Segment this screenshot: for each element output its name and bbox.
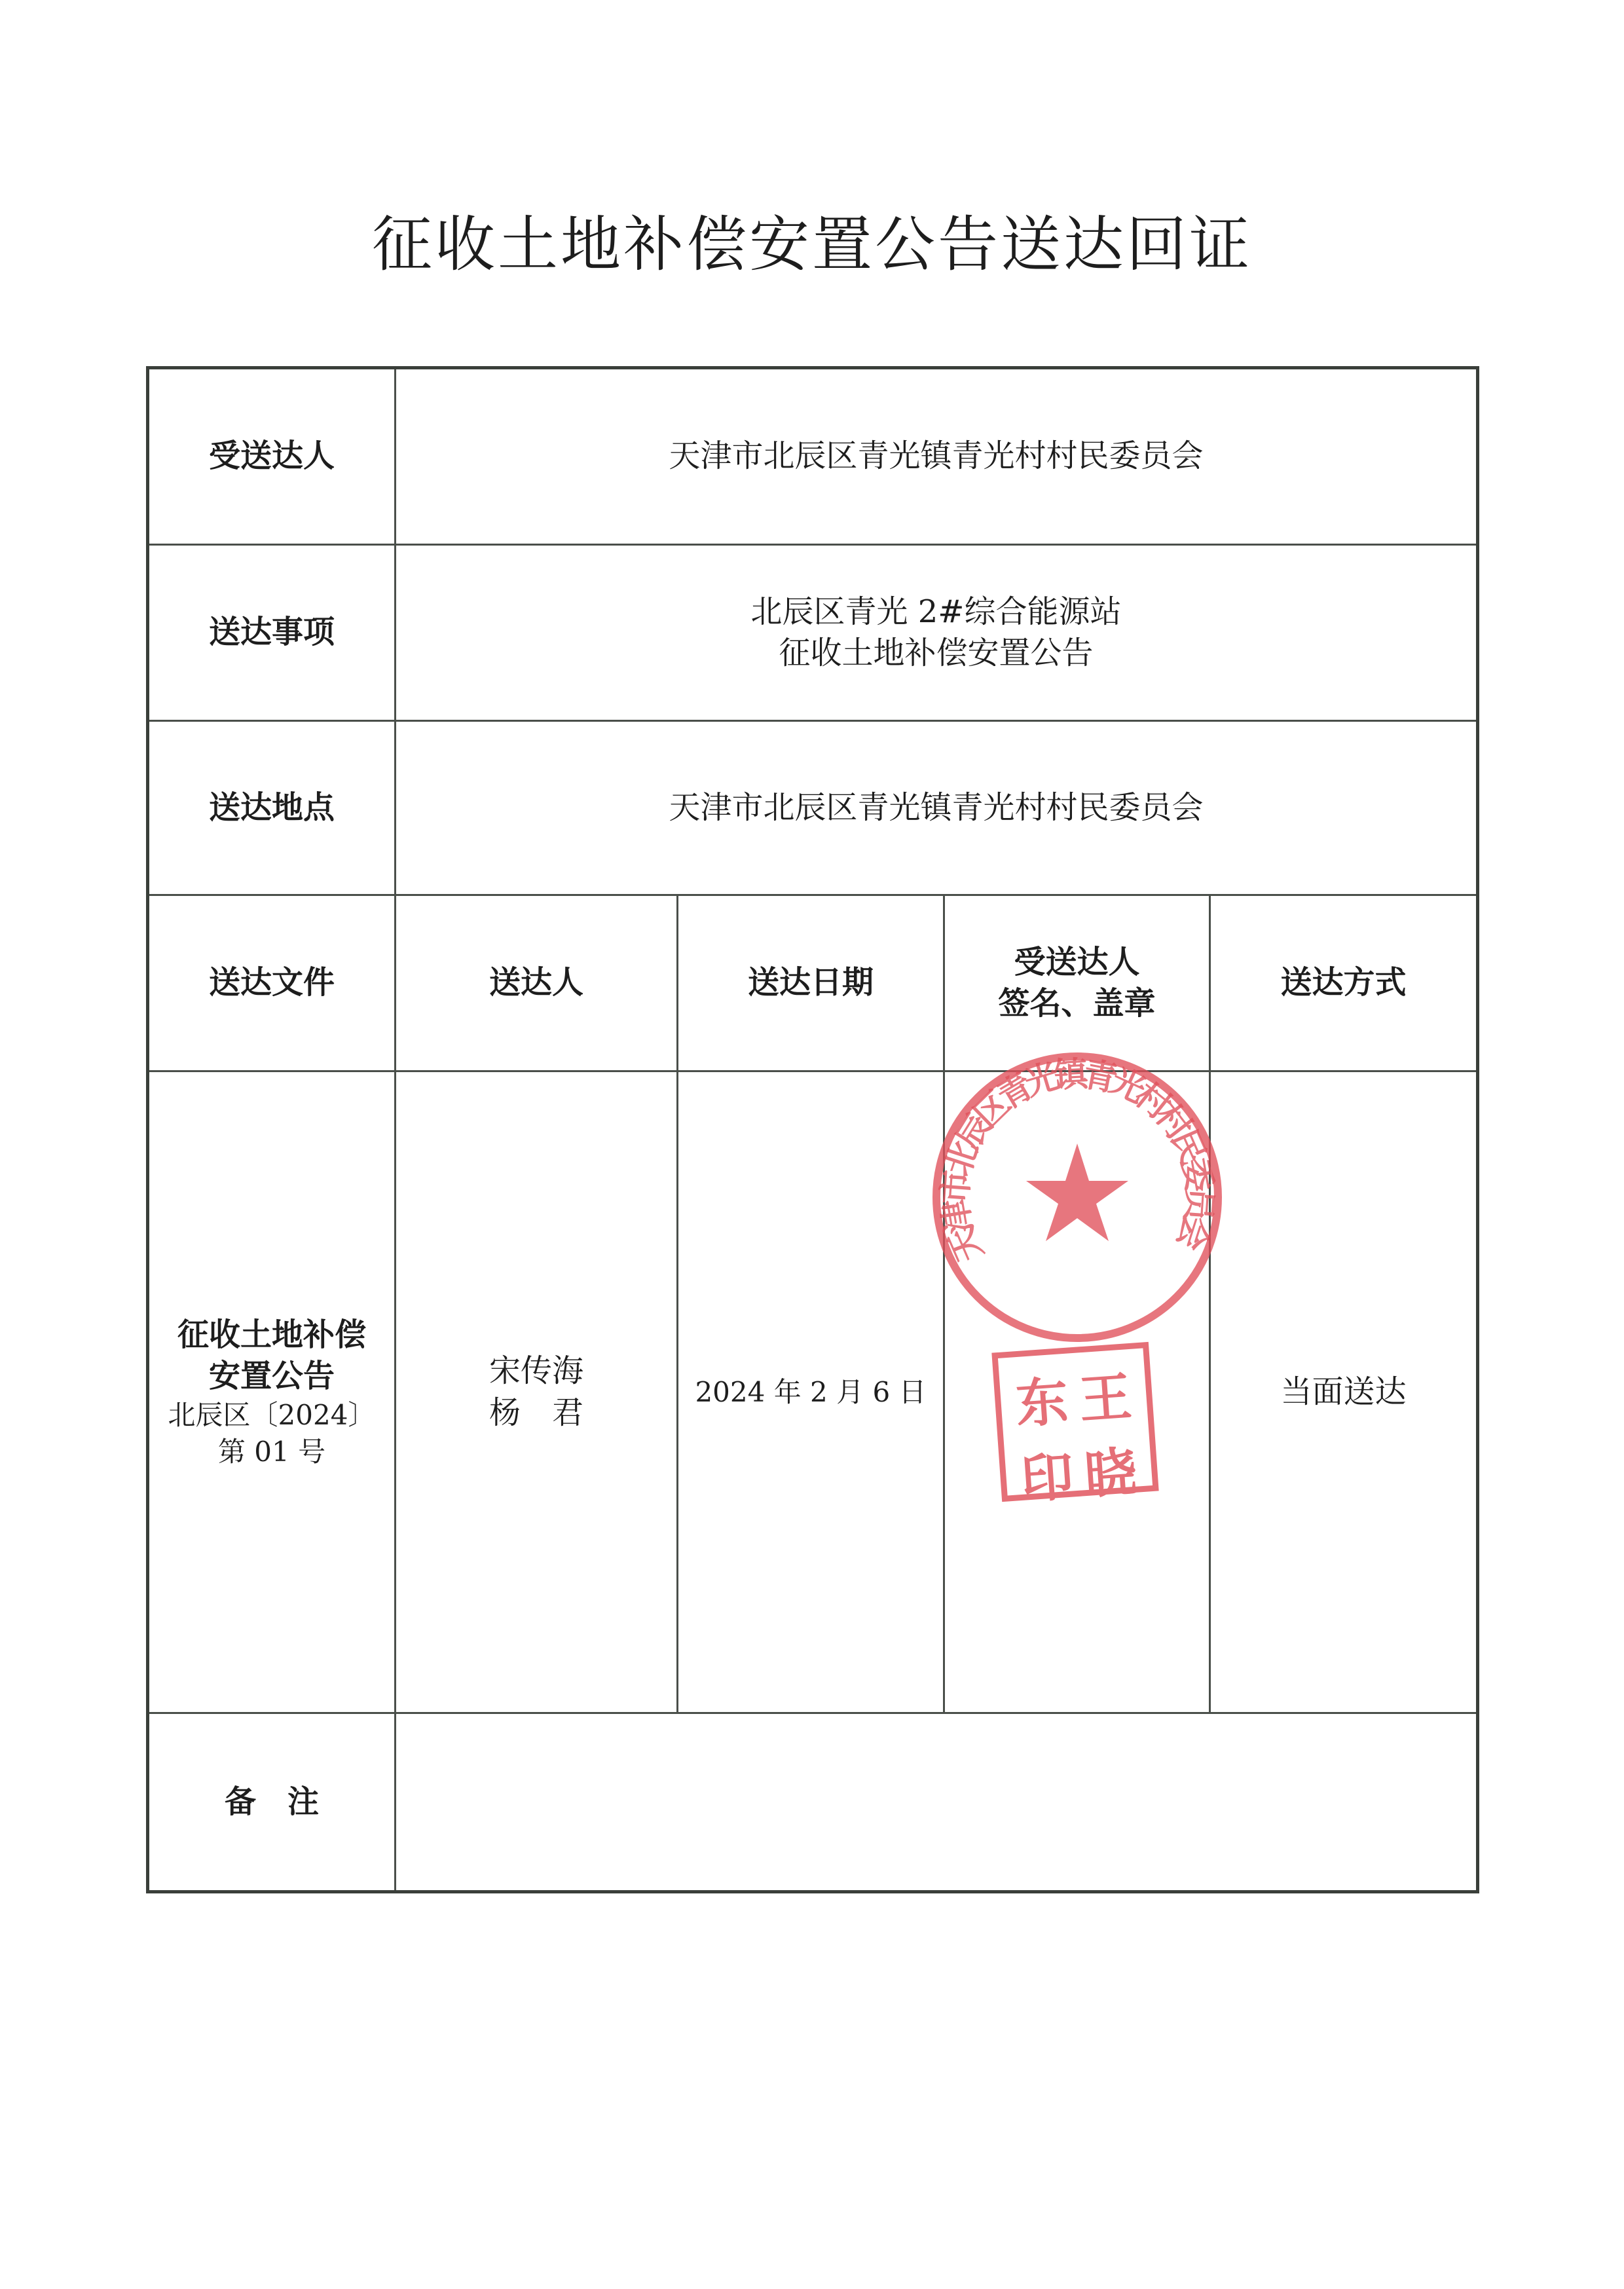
remarks-label: 备 注 bbox=[224, 1783, 319, 1820]
method-column-header: 送达方式 bbox=[1280, 964, 1407, 1001]
signature-header-line2: 签名、盖章 bbox=[998, 985, 1156, 1022]
document-title-line1: 征收土地补偿 bbox=[177, 1316, 366, 1353]
square-personal-seal bbox=[991, 1342, 1158, 1510]
delivery-date: 2024 年 2 月 6 日 bbox=[695, 1375, 927, 1408]
square-seal-char-3: 晓 bbox=[1082, 1440, 1139, 1506]
matter-label: 送达事项 bbox=[208, 614, 335, 651]
matter-value-line2: 征收土地补偿安置公告 bbox=[779, 635, 1094, 671]
place-value: 天津市北辰区青光镇青光村村民委员会 bbox=[669, 789, 1204, 826]
sender-names bbox=[396, 1072, 676, 1712]
document-title bbox=[149, 1072, 394, 1712]
document-number-line2: 第 01 号 bbox=[217, 1435, 326, 1468]
signature-header-line1: 受送达人 bbox=[1014, 943, 1140, 980]
recipient-value: 天津市北辰区青光镇青光村村民委员会 bbox=[669, 437, 1204, 475]
documents-label: 送达文件 bbox=[208, 964, 335, 1001]
sender-column-header: 送达人 bbox=[489, 964, 583, 1001]
date-column-header: 送达日期 bbox=[747, 964, 874, 1001]
recipient-label: 受送达人 bbox=[208, 437, 335, 475]
sender-name-1: 宋传海 bbox=[489, 1352, 583, 1390]
place-label: 送达地点 bbox=[208, 789, 335, 826]
matter-value bbox=[396, 546, 1476, 720]
delivery-receipt-table bbox=[146, 366, 1479, 1893]
page-title: 征收土地补偿安置公告送达回证 bbox=[371, 210, 1252, 280]
remarks-value bbox=[396, 1714, 1476, 1890]
round-seal-text-path: 天津市北辰区青光镇青光村村民委员会 bbox=[934, 1054, 1220, 1269]
square-seal-char-2: 东 bbox=[1014, 1369, 1071, 1436]
signature-column-header bbox=[945, 896, 1209, 1070]
delivery-method: 当面送达 bbox=[1280, 1373, 1407, 1410]
sender-name-2: 杨 君 bbox=[489, 1394, 583, 1431]
matter-value-line1: 北辰区青光 2#综合能源站 bbox=[750, 593, 1122, 630]
square-seal-char-1: 王 bbox=[1077, 1366, 1134, 1431]
square-seal-char-4: 印 bbox=[1019, 1445, 1076, 1510]
document-number-line1: 北辰区〔2024〕 bbox=[168, 1399, 376, 1432]
star-icon bbox=[1026, 1144, 1128, 1241]
document-title-line2: 安置公告 bbox=[208, 1358, 335, 1395]
round-official-seal bbox=[927, 1047, 1228, 1348]
